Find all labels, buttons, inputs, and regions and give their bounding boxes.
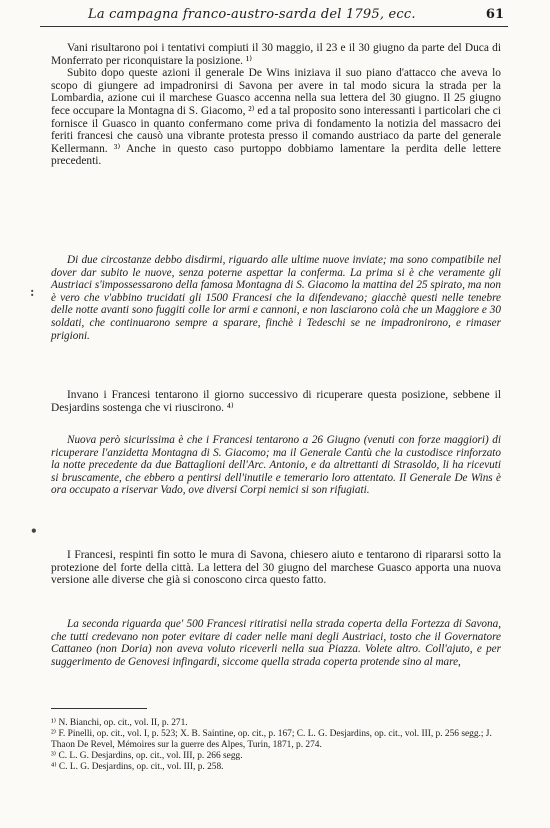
quoted-letter-1	[51, 254, 501, 342]
footnote: ²⁾ F. Pinelli, op. cit., vol. I, p. 523; X. B. Saintine, op. cit., p. 167; C. L. G. Desjardins, op. cit., vol. III, p. 256 segg.; J. Thaon De Revel, Mémoires sur la guerre des Alpes, Turin, 1871, p. 274.	[51, 729, 492, 750]
paragraph: Invano i Francesi tentarono il giorno successivo di ricuperare questa posizione, sebbene il Desjardins sostenga che vi riuscirono. ⁴⁾	[51, 389, 501, 414]
footnote: ¹⁾ N. Bianchi, op. cit., vol. II, p. 271.	[51, 718, 188, 728]
paragraph: I Francesi, respinti fin sotto le mura di Savona, chiesero aiuto e tentarono di ripararsi sotto la protezione del forte della città. La lettera del 30 giugno del marchese Guasco apporta una nuova versione alle diverse che già si conoscono circa questo fatto.	[51, 549, 501, 587]
margin-mark: •	[30, 524, 38, 538]
running-header	[40, 6, 508, 27]
page-number: 61	[485, 7, 504, 22]
paragraph: Subito dopo queste azioni il generale De Wins iniziava il suo piano d'attacco che aveva lo scopo di giungere ad impadronirsi di Savona per avere in tal modo sicura la strada per la Lombardia, azione cui il marchese Guasco accenna nella sua lettera del 30 giugno. Il 25 giugno fece occupare la Montagna di S. Giacomo, ²⁾ ed a tal proposito sono interessanti i particolari che ci fornisce il Guasco in quanto confermano come priva di fondamento la notizia del massacro dei feriti francesi che causò una vibrante protesta presso il comando austriaco da parte del generale Kellermann. ³⁾ Anche in questo caso purtoppo dobbiamo lamentare la perdita delle lettere precedenti.	[51, 67, 501, 168]
quote-paragraph: Di due circostanze debbo disdirmi, riguardo alle ultime nuove inviate; ma sono compatibile nel dover dar subito le nuove, senza poterne aspettar la conferma. La prima si è che veramente gli Austriaci s'impossessarono della famosa Montagna di S. Giacomo la mattina del 25 spirato, ma non è vero che v'abbino trucidati gli 1500 Francesi che la difendevano; giacchè questi nelle tenebre delle notte avanti sono fuggiti colle lor armi e cannoni, e non lasciarono colà che un Maggiore e 30 soldati, che continuarono sempre a sparare, finchè i Tedeschi se ne impadronirono, e rimaser prigioni.	[51, 254, 501, 342]
body-section-top	[51, 42, 501, 168]
quoted-letter-3	[51, 618, 501, 668]
footnote-divider	[51, 708, 147, 709]
margin-mark: :	[30, 285, 35, 299]
body-section-mid	[51, 389, 501, 414]
quoted-letter-2	[51, 434, 501, 497]
running-title: La campagna franco-austro-sarda del 1795, ecc.	[88, 7, 416, 22]
quote-paragraph: Nuova però sicurissima è che i Francesi tentarono a 26 Giugno (venuti con forze maggiori) di ricuperare l'anzidetta Montagna di S. Giacomo; ma il Generale Cantù che la custodisce rinforzato la notte precedente da due Battaglioni dell'Arc. Antonio, e da altrettanti di Strasoldo, li ha ricevuti si bruscamente, che ebbero a pentirsi dell'inutile e temerario loro attentato. Il Generale De Wins è ora occupato a riservar Vado, ove diversi Corpi nemici si son rifugiati.	[51, 434, 501, 497]
footnotes	[51, 718, 501, 773]
footnote: ⁴⁾ C. L. G. Desjardins, op. cit., vol. III, p. 258.	[51, 762, 224, 772]
paragraph: Vani risultarono poi i tentativi compiuti il 30 maggio, il 23 e il 30 giugno da parte del Duca di Monferrato per riconquistare la posizione. ¹⁾	[51, 42, 501, 67]
footnote: ³⁾ C. L. G. Desjardins, op. cit., vol. III, p. 266 segg.	[51, 751, 243, 761]
body-section-bottom	[51, 549, 501, 587]
quote-paragraph: La seconda riguarda que' 500 Francesi ritiratisi nella strada coperta della Fortezza di Savona, che tutti credevano non poter evitare di cader nelle mani degli Austriaci, tosto che il Governatore Cattaneo (non Doria) non aveva voluto riceverli nella sua Piazza. Volete altro. Coll'ajuto, e per suggerimento de Genovesi infingardi, siccome quella strada coperta protende sino al mare,	[51, 618, 501, 668]
